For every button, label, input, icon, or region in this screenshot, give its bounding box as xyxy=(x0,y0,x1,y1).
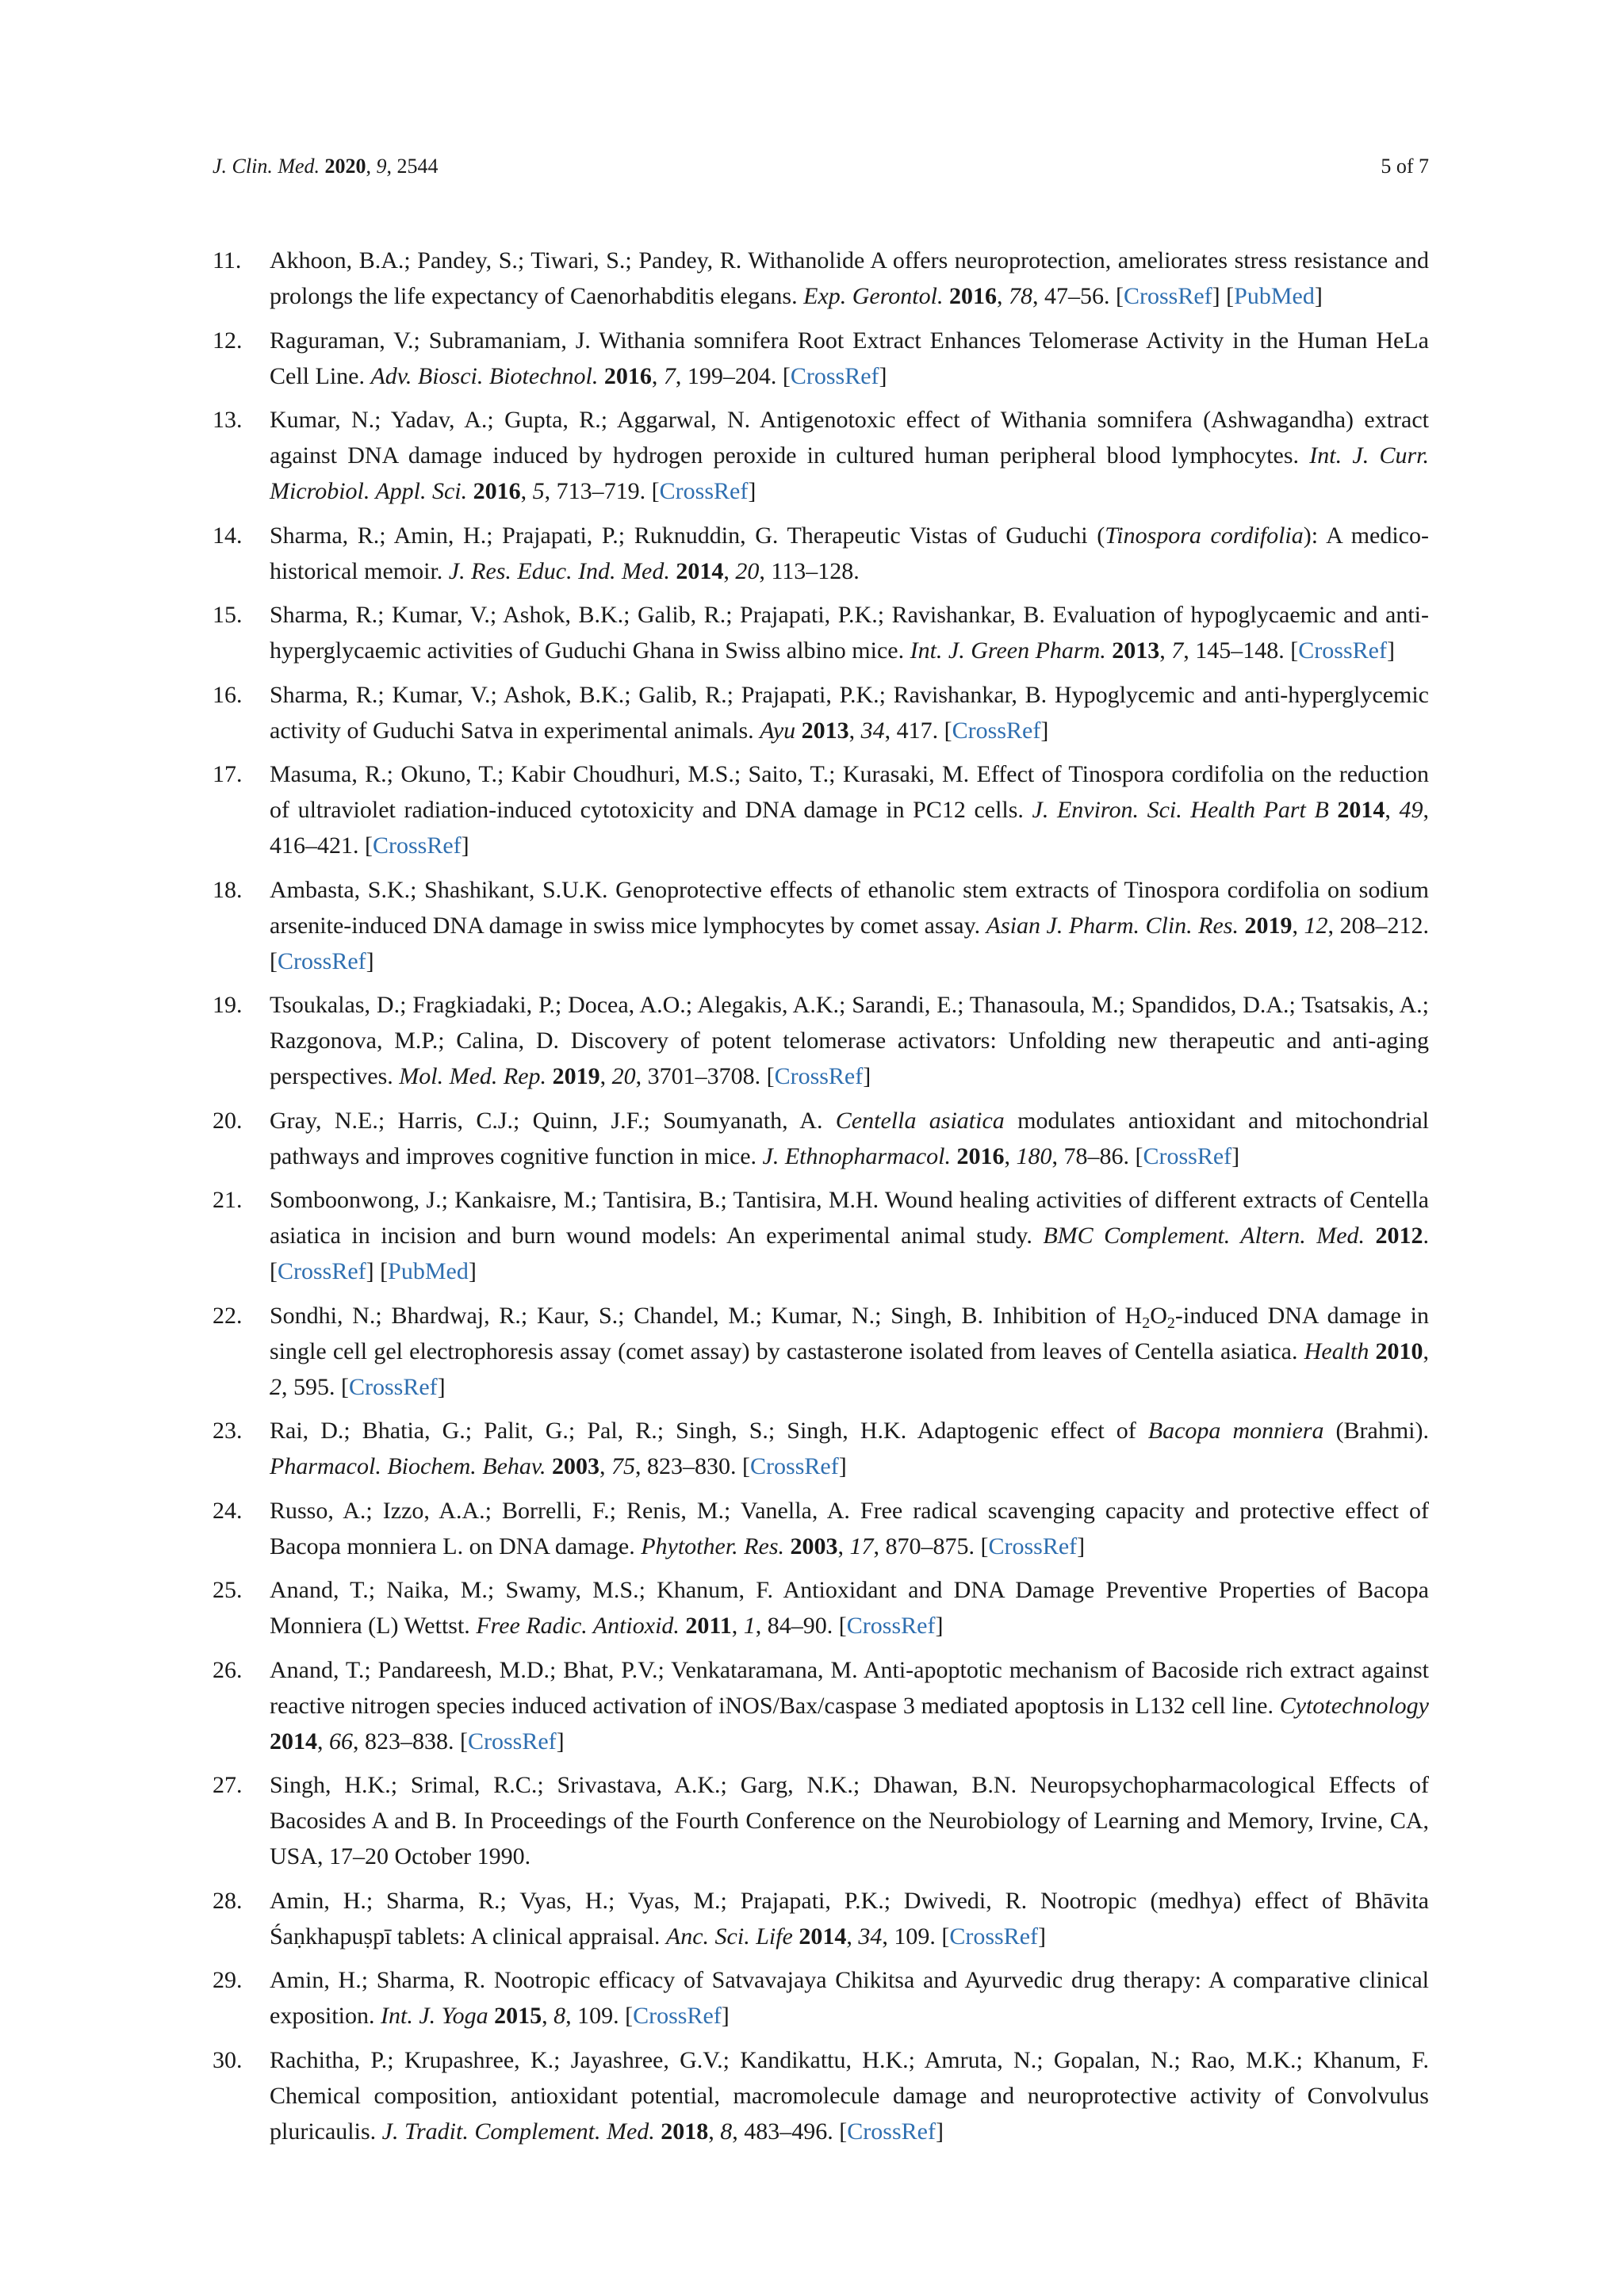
reference-segment: , xyxy=(731,1613,744,1639)
journal-citation: J. Clin. Med. 2020, 9, 2544 xyxy=(213,155,439,178)
page-number: 5 of 7 xyxy=(1381,155,1429,178)
reference-italic: J. Tradit. Complement. Med. xyxy=(381,2118,655,2145)
reference-text xyxy=(270,327,1429,389)
reference-segment: Masuma, R.; Okuno, T.; Kabir Choudhuri, M.S.; Saito, T.; Kurasaki, M. Effect of Tinospora cordifolia on the reduction of ultraviolet radiation-induced cytotoxicity and DNA damage in PC12 cells. xyxy=(270,761,1429,823)
reference-italic: Exp. Gerontol. xyxy=(803,283,944,309)
reference-bold: 2011 xyxy=(685,1613,732,1639)
reference-item xyxy=(213,2042,1429,2149)
reference-segment: ] xyxy=(1038,1923,1047,1950)
reference-segment: Sondhi, N.; Bhardwaj, R.; Kaur, S.; Chandel, M.; Kumar, N.; Singh, B. Inhibition of H xyxy=(270,1302,1143,1329)
reference-number: 18. xyxy=(213,876,243,903)
reference-item xyxy=(213,323,1429,394)
reference-segment: Amin, H.; Sharma, R.; Vyas, H.; Vyas, M.; Prajapati, P.K.; Dwivedi, R. Nootropic (medhya) effect of Bhāvita Śaṇkhapuṣpī tablets: A clinical appraisal. xyxy=(270,1887,1429,1950)
reference-text xyxy=(270,1888,1429,1950)
reference-number: 27. xyxy=(213,1772,243,1798)
reference-segment: ] xyxy=(721,2003,730,2029)
reference-segment: , 78–86. [ xyxy=(1051,1142,1143,1169)
reference-segment: Amin, H.; Sharma, R. Nootropic efficacy of Satvavajaya Chikitsa and Ayurvedic drug therapy: A comparative clinical exposition. xyxy=(270,1967,1429,2029)
reference-italic: 8 xyxy=(553,2003,566,2029)
page-header xyxy=(213,151,1429,182)
journal-article: 2544 xyxy=(396,155,439,178)
reference-segment: O xyxy=(1150,1302,1167,1329)
reference-italic: 49 xyxy=(1399,797,1423,823)
reference-italic: Ayu xyxy=(760,717,796,744)
reference-segment: , xyxy=(599,1453,612,1479)
reference-segment: Gray, N.E.; Harris, C.J.; Quinn, J.F.; Soumyanath, A. xyxy=(270,1107,836,1134)
reference-italic: 34 xyxy=(860,717,885,744)
reference-number: 13. xyxy=(213,407,243,433)
reference-segment: , 145–148. [ xyxy=(1183,637,1299,664)
reference-segment: Anand, T.; Pandareesh, M.D.; Bhat, P.V.; Venkataramana, M. Anti-apoptotic mechanism of Bacoside rich extract against reactive nitrogen species induced activation of iNOS/Bax/caspase 3 mediated apoptosis in L132 cell line. xyxy=(270,1656,1429,1719)
reference-italic: Bacopa monniera xyxy=(1147,1418,1324,1444)
reference-segment: Russo, A.; Izzo, A.A.; Borrelli, F.; Renis, M.; Vanella, A. Free radical scavenging capacity and protective effect of Bacopa monniera L. on DNA damage. xyxy=(270,1497,1429,1559)
reference-bold: 2018 xyxy=(661,2118,709,2145)
reference-segment: Somboonwong, J.; Kankaisre, M.; Tantisira, B.; Tantisira, M.H. Wound healing activities of different extracts of Centella asiatica in incision and burn wound models: An experimental animal study. xyxy=(270,1187,1429,1249)
reference-segment xyxy=(1365,1223,1375,1249)
reference-segment xyxy=(467,478,473,504)
pubmed-link[interactable]: PubMed xyxy=(388,1258,469,1284)
reference-number: 24. xyxy=(213,1497,243,1524)
reference-segment: Rai, D.; Bhatia, G.; Palit, G.; Pal, R.; Singh, S.; Singh, H.K. Adaptogenic effect of xyxy=(270,1418,1148,1444)
reference-italic: 180 xyxy=(1016,1142,1052,1169)
reference-segment: Tsoukalas, D.; Fragkiadaki, P.; Docea, A.O.; Alegakis, A.K.; Sarandi, E.; Thanasoula, M.; Spandidos, D.A.; Tsatsakis, A.; Razgonova, M.P.; Calina, D. Discovery of potent telomerase activators: Unfolding new therapeutic and anti-aging perspectives. xyxy=(270,992,1429,1089)
reference-bold: 2019 xyxy=(1244,912,1293,939)
reference-segment: ] xyxy=(838,1453,847,1479)
reference-bold: 2016 xyxy=(948,283,997,309)
reference-bold: 2014 xyxy=(1337,797,1385,823)
reference-number: 12. xyxy=(213,327,243,354)
reference-list xyxy=(213,243,1429,2157)
reference-text xyxy=(270,877,1429,974)
reference-italic: 2 xyxy=(270,1373,282,1400)
reference-bold: 2014 xyxy=(676,557,724,584)
reference-bold: 2014 xyxy=(270,1728,317,1755)
reference-bold: 2019 xyxy=(552,1063,600,1089)
reference-italic: 66 xyxy=(329,1728,353,1755)
reference-segment: , 113–128. xyxy=(759,557,860,584)
reference-segment: ] [ xyxy=(1212,283,1235,309)
reference-segment: ] xyxy=(556,1728,565,1755)
reference-bold: 2013 xyxy=(1112,637,1160,664)
reference-number: 26. xyxy=(213,1656,243,1683)
reference-text xyxy=(270,522,1429,584)
crossref-link[interactable]: CrossRef xyxy=(373,832,462,859)
reference-segment xyxy=(1369,1338,1375,1364)
reference-text xyxy=(270,1187,1429,1284)
reference-segment: , 823–838. [ xyxy=(353,1728,468,1755)
subscript: 2 xyxy=(1166,1314,1175,1332)
reference-segment xyxy=(943,283,949,309)
reference-bold: 2016 xyxy=(603,362,652,389)
reference-italic: 7 xyxy=(1171,637,1184,664)
reference-segment: ] xyxy=(748,478,756,504)
reference-italic: Tinospora cordifolia xyxy=(1105,522,1304,549)
reference-segment xyxy=(795,718,802,744)
reference-number: 20. xyxy=(213,1107,243,1134)
reference-text xyxy=(270,1418,1429,1479)
reference-segment: , 3701–3708. [ xyxy=(635,1063,775,1089)
reference-text xyxy=(270,247,1429,309)
reference-segment: , 483–496. [ xyxy=(732,2118,848,2145)
reference-italic: Int. J. Yoga xyxy=(381,2003,488,2029)
journal-year: 2020 xyxy=(324,155,366,178)
journal-volume: 9 xyxy=(376,155,387,178)
reference-text xyxy=(270,992,1429,1089)
reference-italic: Cytotechnology xyxy=(1279,1692,1429,1719)
crossref-link[interactable]: CrossRef xyxy=(659,478,749,504)
reference-item xyxy=(213,872,1429,979)
reference-segment: , 595. [ xyxy=(282,1373,349,1400)
reference-bold: 2015 xyxy=(494,2003,542,2029)
reference-segment: , xyxy=(1159,637,1172,664)
reference-number: 17. xyxy=(213,761,243,787)
reference-text xyxy=(270,1967,1429,2029)
reference-segment xyxy=(1239,913,1245,939)
reference-italic: Asian J. Pharm. Clin. Res. xyxy=(986,912,1239,939)
reference-italic: 75 xyxy=(611,1453,636,1479)
reference-segment: Sharma, R.; Kumar, V.; Ashok, B.K.; Galib, R.; Prajapati, P.K.; Ravishankar, B. Hypoglycemic and anti-hyperglycemic activity of Guduchi Satva in experimental animals. xyxy=(270,681,1429,744)
reference-italic: 12 xyxy=(1304,912,1328,939)
reference-segment: , xyxy=(837,1533,850,1559)
reference-segment: ] xyxy=(1314,283,1323,309)
reference-italic: Health xyxy=(1304,1337,1369,1364)
reference-segment: ] xyxy=(1386,637,1395,664)
crossref-link[interactable]: CrossRef xyxy=(633,2003,722,2029)
reference-item xyxy=(213,1572,1429,1644)
reference-text xyxy=(270,1577,1429,1639)
reference-segment xyxy=(598,363,604,389)
reference-item xyxy=(213,1103,1429,1174)
reference-text xyxy=(270,602,1429,664)
reference-item xyxy=(213,987,1429,1094)
reference-segment: ] [ xyxy=(366,1258,389,1284)
reference-segment: , xyxy=(708,2118,721,2145)
reference-item xyxy=(213,1298,1429,1405)
reference-segment xyxy=(951,1143,957,1169)
reference-item xyxy=(213,1413,1429,1484)
reference-item xyxy=(213,1767,1429,1874)
reference-segment: ): A medico-historical memoir. xyxy=(270,522,1429,584)
reference-italic: Mol. Med. Rep. xyxy=(399,1063,547,1089)
reference-italic: J. Ethnopharmacol. xyxy=(762,1142,951,1169)
crossref-link[interactable]: CrossRef xyxy=(349,1373,438,1400)
reference-segment: , 870–875. [ xyxy=(873,1533,989,1559)
reference-item xyxy=(213,677,1429,748)
reference-segment: Sharma, R.; Amin, H.; Prajapati, P.; Ruknuddin, G. Therapeutic Vistas of Guduchi ( xyxy=(270,522,1105,549)
reference-segment: Kumar, N.; Yadav, A.; Gupta, R.; Aggarwal, N. Antigenotoxic effect of Withania somnifera (Ashwagandha) extract against DNA damage induced by hydrogen peroxide in cultured human peripheral blood lymphocytes. xyxy=(270,407,1429,469)
reference-text xyxy=(270,2047,1429,2145)
reference-segment: ] xyxy=(879,362,887,389)
reference-bold: 2003 xyxy=(790,1533,838,1559)
reference-item xyxy=(213,597,1429,668)
reference-segment xyxy=(784,1533,791,1559)
reference-number: 16. xyxy=(213,681,243,708)
reference-italic: 20 xyxy=(611,1063,636,1089)
reference-segment: ] xyxy=(437,1373,446,1400)
reference-segment: , xyxy=(723,557,736,584)
reference-item xyxy=(213,1962,1429,2034)
reference-bold: 2010 xyxy=(1375,1337,1423,1364)
reference-number: 23. xyxy=(213,1418,243,1444)
reference-segment: ] xyxy=(935,2118,944,2145)
reference-bold: 2012 xyxy=(1375,1223,1423,1249)
reference-number: 22. xyxy=(213,1302,243,1329)
reference-italic: Phytother. Res. xyxy=(641,1533,784,1559)
reference-segment xyxy=(546,1063,553,1089)
reference-bold: 2016 xyxy=(473,478,521,504)
reference-segment: , xyxy=(1385,797,1400,823)
reference-segment: , xyxy=(1423,1337,1430,1364)
reference-bold: 2013 xyxy=(801,717,849,744)
reference-text xyxy=(270,1498,1429,1559)
reference-segment: , xyxy=(1004,1142,1017,1169)
reference-segment: , xyxy=(651,362,664,389)
reference-segment: -induced DNA damage in single cell gel electrophoresis assay (comet assay) by castasterone isolated from leaves of Centella asiatica. xyxy=(270,1302,1429,1364)
reference-segment: , 823–830. [ xyxy=(635,1453,751,1479)
reference-segment: ] xyxy=(468,1258,477,1284)
reference-item xyxy=(213,1652,1429,1759)
pubmed-link[interactable]: PubMed xyxy=(1234,283,1315,309)
reference-number: 14. xyxy=(213,522,243,549)
reference-number: 11. xyxy=(213,247,242,274)
crossref-link[interactable]: CrossRef xyxy=(790,362,879,389)
reference-text xyxy=(270,1657,1429,1755)
reference-text xyxy=(270,407,1429,504)
reference-text xyxy=(270,761,1429,859)
reference-italic: Adv. Biosci. Biotechnol. xyxy=(370,362,599,389)
reference-text xyxy=(270,682,1429,744)
reference-italic: BMC Complement. Altern. Med. xyxy=(1043,1223,1365,1249)
crossref-link[interactable]: CrossRef xyxy=(988,1533,1078,1559)
reference-segment: , xyxy=(317,1728,329,1755)
reference-italic: 17 xyxy=(849,1533,874,1559)
crossref-link[interactable]: CrossRef xyxy=(750,1453,839,1479)
crossref-link[interactable]: CrossRef xyxy=(278,947,366,974)
reference-italic: 34 xyxy=(858,1923,883,1950)
crossref-link[interactable]: CrossRef xyxy=(846,1613,936,1639)
reference-italic: 78 xyxy=(1008,283,1032,309)
reference-italic: 20 xyxy=(735,557,760,584)
reference-text xyxy=(270,1772,1429,1869)
reference-number: 29. xyxy=(213,1967,243,1993)
reference-segment: Raguraman, V.; Subramaniam, J. Withania somnifera Root Extract Enhances Telomerase Activity in the Human HeLa Cell Line. xyxy=(270,327,1429,389)
reference-segment: , 47–56. [ xyxy=(1032,283,1124,309)
reference-segment: ] xyxy=(1231,1142,1240,1169)
crossref-link[interactable]: CrossRef xyxy=(278,1258,366,1284)
reference-number: 19. xyxy=(213,992,243,1018)
reference-segment: ] xyxy=(863,1063,871,1089)
reference-segment xyxy=(546,1453,553,1479)
reference-number: 15. xyxy=(213,602,243,628)
reference-segment: , 199–204. [ xyxy=(675,362,791,389)
reference-text xyxy=(270,1303,1429,1400)
reference-segment: , xyxy=(520,478,533,504)
reference-segment: , 84–90. [ xyxy=(755,1613,847,1639)
reference-italic: Int. J. Green Pharm. xyxy=(910,637,1106,664)
crossref-link[interactable]: CrossRef xyxy=(1143,1142,1232,1169)
reference-segment: , xyxy=(996,283,1009,309)
reference-segment: Singh, H.K.; Srimal, R.C.; Srivastava, A.K.; Garg, N.K.; Dhawan, B.N. Neuropsychopharmacological Effects of Bacosides A and B. In Proceedings of the Fourth Conference on the Neurobiology of Learning and Memory, Irvine, CA, USA, 17–20 October 1990. xyxy=(270,1772,1429,1869)
reference-italic: 1 xyxy=(743,1613,756,1639)
crossref-link[interactable]: CrossRef xyxy=(952,717,1041,744)
reference-number: 30. xyxy=(213,2046,243,2073)
reference-segment: , 416–421. [ xyxy=(270,797,1429,859)
reference-segment: , 208–212. [ xyxy=(270,912,1430,974)
reference-segment: . [ xyxy=(270,1223,1429,1284)
reference-italic: Anc. Sci. Life xyxy=(665,1923,793,1950)
reference-segment: Ambasta, S.K.; Shashikant, S.U.K. Genoprotective effects of ethanolic stem extracts of Tinospora cordifolia on sodium arsenite-induced DNA damage in swiss mice lymphocytes by comet assay. xyxy=(270,876,1429,939)
reference-item xyxy=(213,1493,1429,1564)
reference-italic: 8 xyxy=(720,2118,733,2145)
reference-italic: Int. J. Curr. Microbiol. Appl. Sci. xyxy=(270,442,1430,504)
reference-segment: ] xyxy=(935,1613,944,1639)
reference-segment: Rachitha, P.; Krupashree, K.; Jayashree, G.V.; Kandikattu, H.K.; Amruta, N.; Gopalan, N.; Rao, M.K.; Khanum, F. Chemical composition, antioxidant potential, macromolecule damage and neuroprotective activity of Convolvulus pluricaulis. xyxy=(270,2046,1429,2145)
reference-segment: , xyxy=(599,1063,612,1089)
reference-segment xyxy=(1329,797,1338,823)
reference-italic: J. Res. Educ. Ind. Med. xyxy=(448,557,670,584)
reference-italic: 7 xyxy=(663,362,676,389)
reference-italic: Centella asiatica xyxy=(835,1107,1005,1134)
subscript: 2 xyxy=(1142,1314,1151,1332)
reference-italic: Free Radic. Antioxid. xyxy=(476,1613,680,1639)
journal-abbrev: J. Clin. Med. xyxy=(213,155,320,178)
reference-item xyxy=(213,243,1429,314)
reference-segment: , xyxy=(846,1923,859,1950)
crossref-link[interactable]: CrossRef xyxy=(847,2118,936,2145)
reference-item xyxy=(213,1883,1429,1954)
reference-segment: ] xyxy=(1040,717,1049,744)
reference-segment: Akhoon, B.A.; Pandey, S.; Tiwari, S.; Pandey, R. Withanolide A offers neuroprotection, ameliorates stress resistance and prolongs the life expectancy of Caenorhabditis elegans. xyxy=(270,247,1429,309)
reference-segment: ] xyxy=(461,832,469,859)
reference-number: 21. xyxy=(213,1187,243,1213)
reference-segment: , 713–719. [ xyxy=(544,478,660,504)
reference-segment: ] xyxy=(1077,1533,1086,1559)
reference-segment: Sharma, R.; Kumar, V.; Ashok, B.K.; Galib, R.; Prajapati, P.K.; Ravishankar, B. Evaluation of hypoglycaemic and anti-hyperglycaemic activities of Guduchi Ghana in Swiss albino mice. xyxy=(270,602,1429,664)
reference-number: 25. xyxy=(213,1577,243,1603)
reference-segment: , 109. [ xyxy=(882,1923,950,1950)
reference-item xyxy=(213,402,1429,509)
crossref-link[interactable]: CrossRef xyxy=(468,1728,557,1755)
reference-bold: 2014 xyxy=(799,1923,847,1950)
reference-italic: 5 xyxy=(532,478,545,504)
reference-segment: , xyxy=(542,2003,554,2029)
reference-text xyxy=(270,1108,1429,1169)
reference-italic: J. Environ. Sci. Health Part B xyxy=(1032,797,1329,823)
reference-segment: , 109. [ xyxy=(565,2003,634,2029)
reference-segment xyxy=(488,2003,495,2029)
reference-segment: modulates antioxidant and mitochondrial pathways and improves cognitive function in mice. xyxy=(270,1107,1430,1169)
reference-segment: , xyxy=(848,717,861,744)
crossref-link[interactable]: CrossRef xyxy=(774,1063,864,1089)
reference-bold: 2016 xyxy=(956,1142,1005,1169)
reference-item xyxy=(213,518,1429,589)
crossref-link[interactable]: CrossRef xyxy=(949,1923,1039,1950)
reference-segment: , xyxy=(1292,912,1304,939)
reference-segment: ] xyxy=(366,947,374,974)
reference-segment: , 417. [ xyxy=(884,717,952,744)
reference-item xyxy=(213,756,1429,863)
reference-italic: Pharmacol. Biochem. Behav. xyxy=(270,1453,546,1479)
reference-number: 28. xyxy=(213,1887,243,1914)
crossref-link[interactable]: CrossRef xyxy=(1123,283,1212,309)
reference-segment: (Brahmi). xyxy=(1323,1418,1429,1444)
reference-item xyxy=(213,1182,1429,1289)
reference-bold: 2003 xyxy=(552,1453,600,1479)
reference-segment: Anand, T.; Naika, M.; Swamy, M.S.; Khanum, F. Antioxidant and DNA Damage Preventive Properties of Bacopa Monniera (L) Wettst. xyxy=(270,1577,1429,1639)
crossref-link[interactable]: CrossRef xyxy=(1298,637,1387,664)
